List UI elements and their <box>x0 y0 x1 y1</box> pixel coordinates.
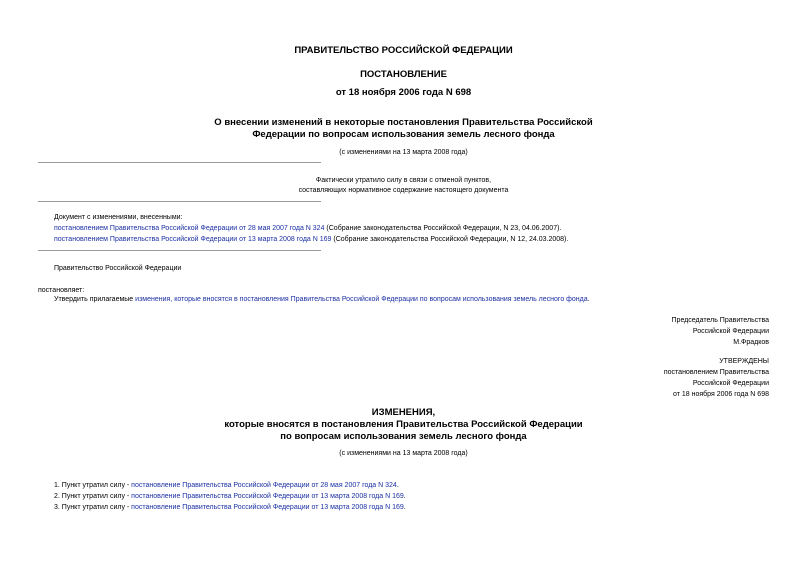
change-item-prefix: 2. Пункт утратил силу - <box>54 493 132 500</box>
amendment-item <box>54 223 561 234</box>
amendment-link[interactable]: постановлением Правительства Российской Федерации от 28 мая 2007 года N 324 <box>54 225 325 232</box>
doc-date-number: от 18 ноября 2006 года N 698 <box>335 87 472 98</box>
changes-revision-note: (с изменениями на 13 марта 2008 года) <box>339 450 468 457</box>
change-item-prefix: 1. Пункт утратил силу - <box>54 482 132 489</box>
lapsed-note-line2: составляющих нормативное содержание настоящего документа <box>298 187 509 194</box>
change-item-suffix: . <box>396 482 399 489</box>
change-item-suffix: . <box>403 493 406 500</box>
approval-line3: Российской Федерации <box>692 380 769 387</box>
approval-line1: УТВЕРЖДЕНЫ <box>719 358 769 365</box>
doc-type-heading: ПОСТАНОВЛЕНИЕ <box>360 69 447 80</box>
approve-suffix: . <box>587 296 590 303</box>
signature-position-line1: Председатель Правительства <box>671 317 769 324</box>
change-item-link[interactable]: постановление Правительства Российской Федерации от 13 марта 2008 года N 169 <box>131 493 404 500</box>
lapsed-note <box>0 176 807 196</box>
changes-title <box>0 407 807 443</box>
signature-name: М.Фрадков <box>733 339 769 346</box>
divider <box>38 201 321 202</box>
divider <box>38 250 321 251</box>
amendments-intro: Документ с изменениями, внесенными: <box>54 214 183 221</box>
change-item-suffix: . <box>403 504 406 511</box>
amendment-item <box>54 234 568 245</box>
approval-line4: от 18 ноября 2006 года N 698 <box>673 391 769 398</box>
approval-block <box>664 356 769 400</box>
changes-title-line2: которые вносятся в постановления Правительства Российской Федерации <box>224 419 583 430</box>
doc-title-line2: Федерации по вопросам использования земель лесного фонда <box>252 129 555 140</box>
change-item <box>54 502 406 513</box>
approval-line2: постановлением Правительства <box>663 369 769 376</box>
change-item-prefix: 3. Пункт утратил силу - <box>54 504 132 511</box>
changes-title-line3: по вопросам использования земель лесного фонда <box>280 431 527 442</box>
lapsed-note-line1: Фактически утратило силу в связи с отменой пунктов, <box>315 177 492 184</box>
approve-paragraph <box>54 294 590 305</box>
divider <box>38 162 321 163</box>
change-item <box>54 491 406 502</box>
signature-position-line2: Российской Федерации <box>692 328 769 335</box>
signature-block <box>672 315 769 348</box>
resolves-text: постановляет: <box>38 287 85 294</box>
change-item <box>54 480 399 491</box>
government-heading: ПРАВИТЕЛЬСТВО РОССИЙСКОЙ ФЕДЕРАЦИИ <box>294 45 513 56</box>
approve-prefix: Утвердить прилагаемые <box>54 296 136 303</box>
revision-note: (с изменениями на 13 марта 2008 года) <box>339 149 468 156</box>
issuer-text: Правительство Российской Федерации <box>54 265 182 272</box>
amendment-source: (Собрание законодательства Российской Федерации, N 23, 04.06.2007). <box>324 225 562 232</box>
doc-title-line1: О внесении изменений в некоторые постановления Правительства Российской <box>214 117 593 128</box>
approve-link[interactable]: изменения, которые вносятся в постановления Правительства Российской Федерации по вопросам использования земель лесного фонда <box>135 296 588 303</box>
doc-title <box>0 117 807 141</box>
change-item-link[interactable]: постановление Правительства Российской Федерации от 28 мая 2007 года N 324 <box>131 482 397 489</box>
change-item-link[interactable]: постановление Правительства Российской Федерации от 13 марта 2008 года N 169 <box>131 504 404 511</box>
changes-title-line1: ИЗМЕНЕНИЯ, <box>371 407 436 418</box>
amendment-source: (Собрание законодательства Российской Федерации, N 12, 24.03.2008). <box>331 236 569 243</box>
amendment-link[interactable]: постановлением Правительства Российской Федерации от 13 марта 2008 года N 169 <box>54 236 332 243</box>
